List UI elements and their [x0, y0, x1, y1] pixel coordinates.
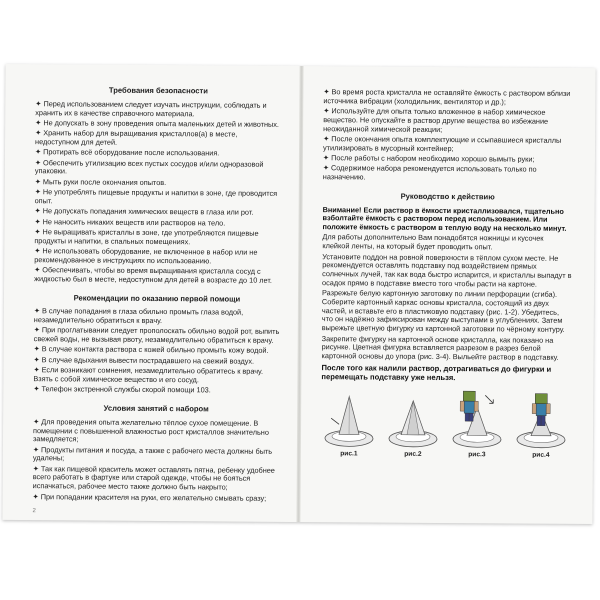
- first-aid-item: ✦ В случае контакта раствора с кожей обильно промыть кожу водой.: [33, 344, 269, 356]
- figure-1: [321, 388, 378, 460]
- conditions-title: Условия занятий с набором: [103, 403, 209, 414]
- precaution-item: ✦ После работы с набором необходимо хорошо вымыть руки;: [322, 153, 535, 164]
- first-aid-item: ✦ При проглатывании следует прополоскать обильно водой рот, выпить свежей воды, не вызывая рвоту, незамедлительно обратиться к врачу.: [33, 325, 280, 345]
- page-number: 2: [32, 508, 36, 515]
- crystal-base-illustration: [385, 388, 441, 450]
- left-page: [2, 64, 301, 522]
- safety-item: ✦ Обеспечивать, чтобы во время выращивания кристалла сосуд с жидкостью был в месте, недоступном для детей в возрасте до 10 лет.: [34, 265, 272, 285]
- figure-4: [513, 389, 570, 461]
- first-aid-title: Рекомендации по оказанию первой помощи: [73, 292, 241, 304]
- figure-caption: рис.4: [532, 451, 550, 459]
- safety-item: ✦ Не допускать попадания химических веществ в глаза или рот.: [34, 206, 254, 217]
- precaution-item: ✦ Содержимое набора рекомендуется использовать только по назначению.: [322, 163, 537, 182]
- first-aid-item: ✦ Телефон экстренной службы скорой помощи 103.: [33, 384, 211, 395]
- conditions-item: ✦ Продукты питания и посуда, а также с рабочего места должны быть удалены;: [32, 444, 273, 463]
- right-column: [321, 88, 574, 469]
- booklet-spread: [2, 64, 595, 524]
- figure-caption: рис.1: [340, 449, 358, 457]
- figure-attach-illustration: [449, 389, 505, 451]
- conditions-item: ✦ Так как пищевой краситель может оставлять пятна, ребенку удобнее всего работать в фартуке или старой одежде, чтобы не бояться испачкаться, рабочее место также должно быть накрыто;: [32, 463, 275, 492]
- safety-title: Требования безопасности: [108, 85, 208, 96]
- safety-item: ✦ Не употреблять пищевые продукты и напитки в зоне, где проводится опыт.: [34, 187, 278, 206]
- figure-3: [449, 389, 506, 461]
- figure-assembled-illustration: [513, 389, 569, 451]
- figure-caption: рис.3: [468, 450, 486, 458]
- guide-warning: Внимание! Если раствор в ёмкости кристаллизовался, тщательно взболтайте ёмкость с раствором перед использованием. Или положите ёмкость с раствором в теплую воду на несколько минут.: [322, 204, 567, 233]
- safety-item: ✦ Мыть руки после окончания опытов.: [34, 176, 167, 187]
- safety-item: ✦ Не выращивать кристаллы в зоне, где употребляются пищевые продукты и напитки, в спальных помещениях.: [34, 226, 259, 246]
- conditions-item: ✦ Для проведения опыта желательно тёплое сухое помещение. В помещении с повышенной влажностью рост кристаллов значительно замедляется;: [32, 416, 269, 444]
- crystal-base-illustration: [321, 388, 377, 450]
- guide-paragraph: Закрепите фигурку на картонной основе кристалла, как показано на рисунке. Цветная фигурка вставляется разрезом в разрез белой картонной основы до упора (рис. 3-4). Выльейте раствор в подставку.: [321, 333, 559, 362]
- first-aid-item: ✦ Если возникают сомнения, незамедлительно обратитесь к врачу. Взять с собой химическое вещество и его сосуд.: [33, 365, 264, 385]
- safety-item: ✦ Не допускать в зону проведения опыта маленьких детей и животных.: [35, 117, 280, 129]
- precaution-item: ✦ Используйте для опыта только вложенное в набор химическое вещество. Не опускайте в раствор другие вещества во избежание неожиданной химической реакции;: [323, 106, 549, 134]
- safety-item: ✦ Протирать всё оборудование после использования.: [34, 147, 220, 158]
- figure-row: [321, 388, 572, 470]
- precaution-item: ✦ Во время роста кристалла не оставляйте ёмкость с раствором вблизи источника вибрации (холодильник, вентилятор и др.);: [323, 87, 571, 107]
- guide-paragraph: Для работы дополнительно Вам понадобятся ножницы и кусочек клейкой ленты, на который будет проводить опыт.: [322, 232, 544, 252]
- safety-item: ✦ Не использовать оборудование, не включенное в набор или не рекомендованное в инструкциях по использованию.: [34, 246, 258, 266]
- guide-title: Руководство к действию: [400, 191, 495, 202]
- figure-2: [385, 388, 442, 460]
- conditions-item: ✦ При попадании красителя на руки, его желательно смывать сразу;: [32, 491, 267, 503]
- conditions-list: [33, 418, 280, 503]
- safety-item: ✦ Обеспечить утилизацию всех пустых сосудов и/или одноразовой упаковки.: [34, 157, 264, 176]
- safety-item: ✦ Хранить набор для выращивания кристаллов(а) в месте, недоступном для детей.: [35, 128, 238, 147]
- precautions-list: [323, 88, 574, 184]
- first-aid-list: [33, 307, 280, 395]
- first-aid-item: ✦ В случае попадания в глаза обильно промыть глаза водой, незамедлительно обратиться к врачу.: [33, 306, 244, 326]
- left-column: [33, 86, 282, 505]
- guide-final-warning: После того как налили раствор, дотрагиваться до фигурки и перемещать подставку уже нельзя.: [321, 362, 552, 383]
- guide-paragraph: Установите поддон на ровной поверхности в тёплом сухом месте. Не рекомендуется оставлять подставку под воздействием прямых солнечных лучей, так как вода быстро испарится, и кристаллы выпадут в осадок прямо в подставке вместо того чтобы расти на картоне.: [322, 251, 572, 289]
- right-page: [298, 66, 595, 524]
- first-aid-item: ✦ В случае вдыхания вывести пострадавшего на свежий воздух.: [33, 354, 255, 366]
- guide-paragraph: Разрежьте белую картонную заготовку по линии перфорации (сгиба). Соберите картонный каркас основы кристалла, состоящий из двух частей, и вставьте его в пластиковую подставку (рис. 1-2). Убедитесь, что он надёжно зафиксирован между выступами в углублениях. Затем вырежьте цветную фигурку из картонной заготовки по чёрному контуру.: [321, 288, 565, 335]
- precaution-item: ✦ После окончания опыта комплектующие и ссыпавшиеся кристаллы утилизировать в мусорный контейнер;: [322, 134, 562, 153]
- figure-caption: рис.2: [404, 450, 422, 458]
- safety-item: ✦ Не наносить никаких веществ или растворов на тело.: [34, 216, 226, 227]
- safety-list: [34, 100, 281, 285]
- safety-item: ✦ Перед использованием следует изучать инструкции, соблюдать и хранить их в качестве справочного материала.: [35, 98, 267, 118]
